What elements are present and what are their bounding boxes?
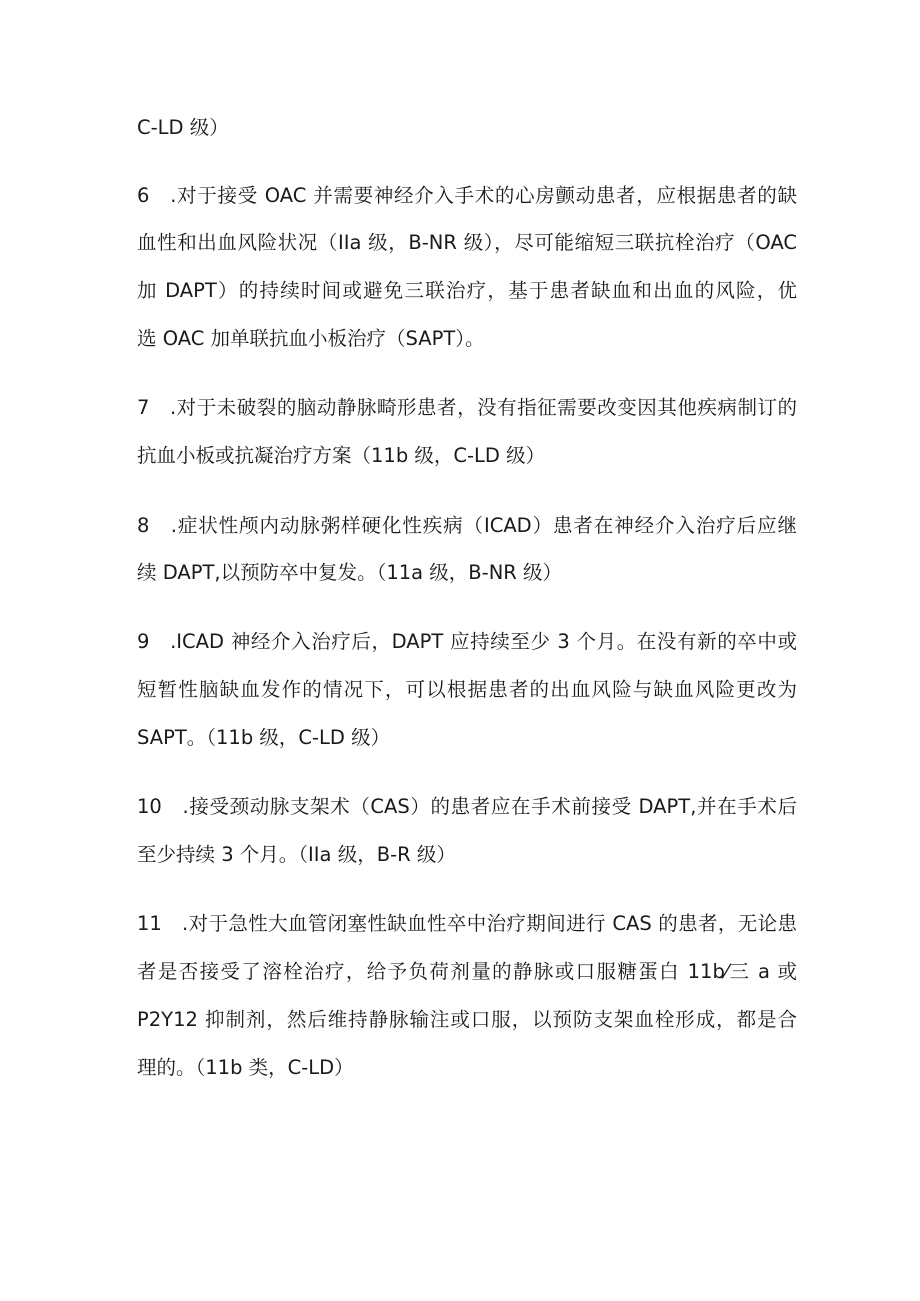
- paragraph-line: C-LD 级）: [137, 116, 229, 139]
- paragraph-line: 短暂性脑缺血发作的情况下，可以根据患者的出血风险与缺血风险更改为: [137, 678, 797, 701]
- paragraph-line: 续 DAPT,以预防卒中复发。（11a 级，B-NR 级）: [137, 561, 563, 584]
- paragraph-line: 8 .症状性颅内动脉粥样硬化性疾病（ICAD）患者在神经介入治疗后应继: [137, 514, 797, 537]
- paragraph-line: 9 .ICAD 神经介入治疗后，DAPT 应持续至少 3 个月。在没有新的卒中或: [137, 630, 797, 653]
- paragraph-line: 加 DAPT）的持续时间或避免三联治疗，基于患者缺血和出血的风险，优: [137, 279, 797, 302]
- paragraph-line: SAPT。（11b 级，C-LD 级）: [137, 726, 391, 749]
- paragraph-line: 选 OAC 加单联抗血小板治疗（SAPT）。: [137, 327, 485, 350]
- paragraph-line: P2Y12 抑制剂，然后维持静脉输注或口服，以预防支架血栓形成，都是合: [137, 1008, 797, 1031]
- paragraph-line: 11 .对于急性大血管闭塞性缺血性卒中治疗期间进行 CAS 的患者，无论患: [137, 912, 797, 935]
- paragraph-line: 至少持续 3 个月。（IIa 级，B-R 级）: [137, 843, 456, 866]
- paragraph-line: 6 .对于接受 OAC 并需要神经介入手术的心房颤动患者，应根据患者的缺: [137, 184, 797, 207]
- paragraph-line: 理的。（11b 类，C-LD）: [137, 1056, 354, 1079]
- paragraph-line: 抗血小板或抗凝治疗方案（11b 级，C-LD 级）: [137, 444, 546, 467]
- paragraph-line: 者是否接受了溶栓治疗，给予负荷剂量的静脉或口服糖蛋白 11b⁄三 a 或: [137, 960, 797, 983]
- paragraph-line: 7 .对于未破裂的脑动静脉畸形患者，没有指征需要改变因其他疾病制订的: [137, 396, 797, 419]
- paragraph-line: 10 .接受颈动脉支架术（CAS）的患者应在手术前接受 DAPT,并在手术后: [137, 795, 797, 818]
- paragraph-line: 血性和出血风险状况（IIa 级，B-NR 级），尽可能缩短三联抗栓治疗（OAC: [137, 231, 797, 254]
